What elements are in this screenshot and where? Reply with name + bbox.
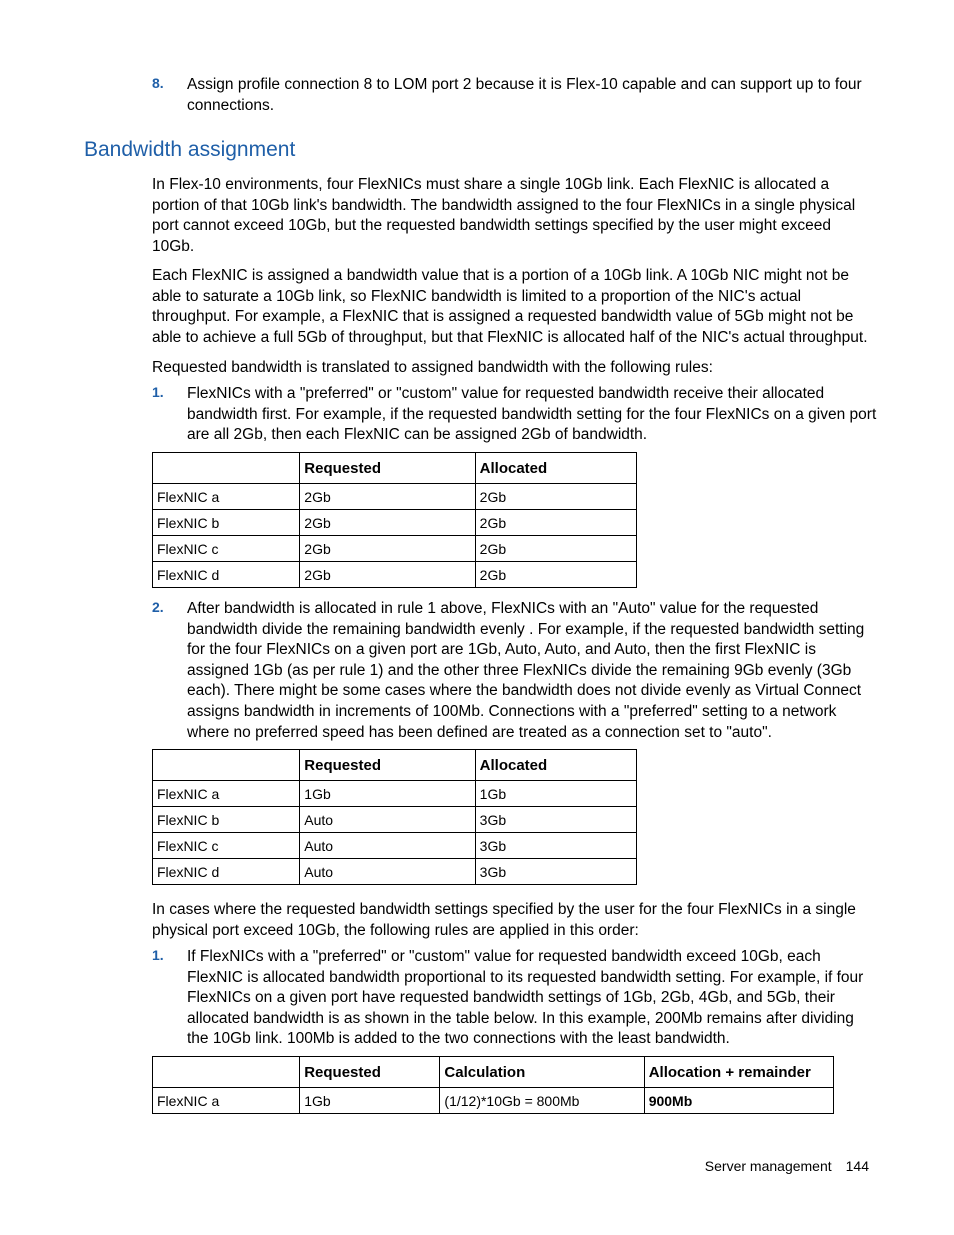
list-number: 2. [152,599,164,615]
table-cell: 2Gb [475,562,636,588]
table-cell: FlexNIC c [153,833,300,859]
bandwidth-table-2 [152,749,637,885]
table-header-cell: Requested [300,750,475,781]
bandwidth-table-3 [152,1056,834,1114]
table-row [153,1088,834,1114]
table-header-cell [153,453,300,484]
table-cell: 2Gb [300,536,475,562]
table-header-cell: Requested [300,1057,440,1088]
list-number: 1. [152,384,164,400]
table-cell: 3Gb [475,859,636,885]
table-cell: Auto [300,859,475,885]
table-cell: FlexNIC a [153,1088,300,1114]
table-cell: 2Gb [475,484,636,510]
table-cell: 2Gb [300,484,475,510]
table-cell: 3Gb [475,833,636,859]
list-item-text: After bandwidth is allocated in rule 1 above, FlexNICs with an "Auto" value for the requested bandwidth divide the remaining bandwidth evenly . For example, if the requested bandwidth setting for the four FlexNICs on a given port are 1Gb, Auto, Auto, and Auto, then the first FlexNIC is assigned 1Gb (as per rule 1) and the other three FlexNICs divide the remaining 9Gb evenly (3Gb each). There might be some cases where the bandwidth does not divide evenly as Virtual Connect assigns bandwidth in increments of 100Mb. Connections with a "preferred" setting to a network where no preferred speed has been defined are treated as a connection set to "auto". [187,600,865,741]
list-number: 8. [152,75,164,91]
table-header-cell [153,1057,300,1088]
section-title: Bandwidth assignment [84,138,296,161]
footer-section-name: Server management [704,1158,832,1174]
table-cell: Auto [300,807,475,833]
table-header-cell [153,750,300,781]
table-cell: 1Gb [300,781,475,807]
paragraph: Each FlexNIC is assigned a bandwidth value that is a portion of a 10Gb link. A 10Gb NIC might not be able to saturate a 10Gb link, so FlexNIC bandwidth is limited to a proportion of the NIC's actual throughput. For example, a FlexNIC that is assigned a requested bandwidth value of 5Gb might not be able to achieve a full 5Gb of throughput, but that FlexNIC is allocated half of the NIC's actual throughput. [152,267,868,346]
table-cell: 2Gb [475,510,636,536]
list-number: 1. [152,947,164,963]
table-cell: 2Gb [300,510,475,536]
page-footer [705,1158,869,1174]
table-cell: FlexNIC b [153,510,300,536]
table-cell: 2Gb [300,562,475,588]
table-header-cell: Allocated [475,453,636,484]
list-item-text: If FlexNICs with a "preferred" or "custom" value for requested bandwidth exceed 10Gb, each FlexNIC is allocated bandwidth proportional to its requested bandwidth setting. For example, if four FlexNICs on a given port have requested bandwidth settings of 1Gb, 2Gb, 4Gb, and 5Gb, their allocated bandwidth is as shown in the table below. In this example, 200Mb remains after dividing the 10Gb link. 100Mb is added to the two connections with the least bandwidth. [187,948,864,1048]
table-header-row [153,750,637,781]
table-header-cell: Calculation [440,1057,644,1088]
table-row [153,833,637,859]
paragraph: In Flex-10 environments, four FlexNICs must share a single 10Gb link. Each FlexNIC is allocated a portion of that 10Gb link's bandwidth. The bandwidth assigned to the four FlexNICs in a single physical port cannot exceed 10Gb, but the requested bandwidth settings specified by the user might exceed 10Gb. [152,176,856,255]
table-cell: 3Gb [475,807,636,833]
table-cell: 1Gb [475,781,636,807]
table-header-cell: Requested [300,453,475,484]
table-row [153,781,637,807]
table-cell: 2Gb [475,536,636,562]
table-cell: Auto [300,833,475,859]
table-header-cell: Allocation + remainder [644,1057,833,1088]
list-item-text: FlexNICs with a "preferred" or "custom" value for requested bandwidth receive their allocated bandwidth first. For example, if the requested bandwidth setting for the four FlexNICs on a given port are all 2Gb, then each FlexNIC can be assigned 2Gb of bandwidth. [187,385,877,444]
table-header-cell: Allocated [475,750,636,781]
table-cell: FlexNIC d [153,562,300,588]
table-cell: FlexNIC a [153,484,300,510]
table-row [153,859,637,885]
paragraph: Requested bandwidth is translated to assigned bandwidth with the following rules: [152,359,713,376]
table-cell: FlexNIC b [153,807,300,833]
paragraph: In cases where the requested bandwidth settings specified by the user for the four FlexNICs in a single physical port exceed 10Gb, the following rules are applied in this order: [152,901,856,939]
table-row [153,807,637,833]
table-cell: (1/12)*10Gb = 800Mb [440,1088,644,1114]
table-cell: 1Gb [300,1088,440,1114]
page-number: 144 [845,1158,869,1174]
table-row [153,536,637,562]
table-header-row [153,1057,834,1088]
table-cell: FlexNIC c [153,536,300,562]
table-header-row [153,453,637,484]
bandwidth-table-1 [152,452,637,588]
table-row [153,510,637,536]
table-cell: 900Mb [644,1088,833,1114]
table-cell: FlexNIC d [153,859,300,885]
table-row [153,484,637,510]
table-row [153,562,637,588]
list-item-text: Assign profile connection 8 to LOM port 2 because it is Flex-10 capable and can support up to four connections. [187,76,862,114]
table-cell: FlexNIC a [153,781,300,807]
